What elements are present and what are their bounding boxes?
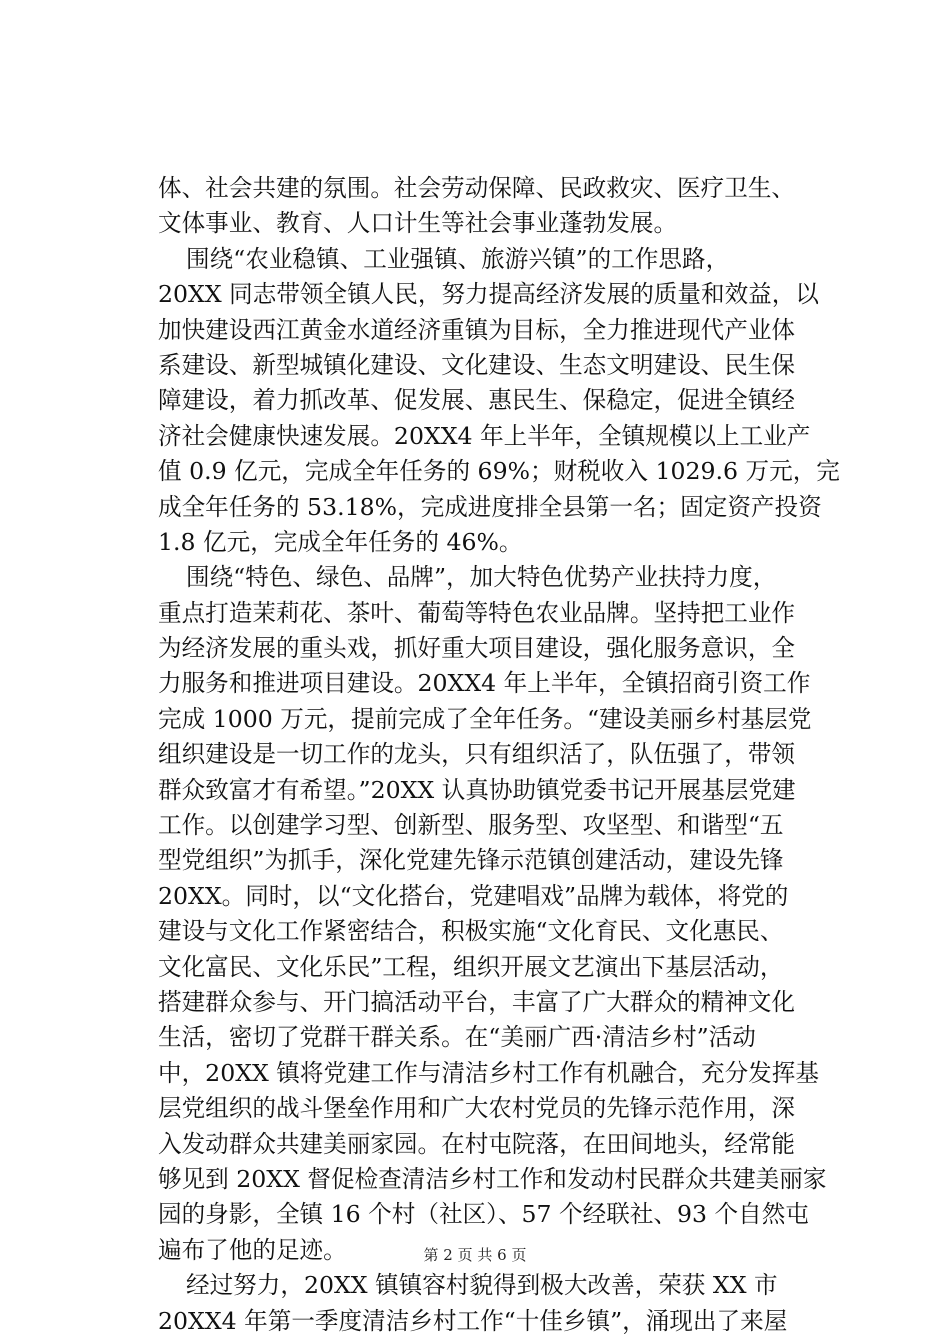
text-line: 群众致富才有希望。”20XX 认真协助镇党委书记开展基层党建 [158, 775, 796, 804]
text-line: 力服务和推进项目建设。20XX4 年上半年，全镇招商引资工作 [158, 669, 811, 698]
text-line: 体、社会共建的氛围。社会劳动保障、民政救灾、医疗卫生、 [158, 174, 796, 202]
text-line: 层党组织的战斗堡垒作用和广大农村党员的先锋示范作用，深 [158, 1094, 796, 1123]
text-line: 够见到 20XX 督促检查清洁乡村工作和发动村民群众共建美丽家 [158, 1164, 827, 1193]
text-line: 文体事业、教育、人口计生等社会事业蓬勃发展。 [158, 209, 678, 238]
text-line: 20XX 同志带领全镇人民，努力提高经济发展的质量和效益，以 [158, 280, 819, 309]
text-line: 文化富民、文化乐民”工程，组织开展文艺演出下基层活动， [158, 952, 784, 981]
text-line: 中，20XX 镇将党建工作与清洁乡村工作有机融合，充分发挥基 [158, 1058, 819, 1087]
text-line: 建设与文化工作紧密结合，积极实施“文化育民、文化惠民、 [158, 917, 784, 946]
text-line: 组织建设是一切工作的龙头，只有组织活了，队伍强了，带领 [158, 740, 796, 769]
text-line: 障建设，着力抓改革、促发展、惠民生、保稳定，促进全镇经 [158, 386, 796, 415]
text-line: 工作。以创建学习型、创新型、服务型、攻坚型、和谐型“五 [158, 811, 784, 840]
text-line: 搭建群众参与、开门搞活动平台，丰富了广大群众的精神文化 [158, 987, 796, 1016]
text-line: 围绕“农业稳镇、工业强镇、旅游兴镇”的工作思路， [186, 244, 730, 273]
text-line: 完成 1000 万元，提前完成了全年任务。“建设美丽乡村基层党 [158, 704, 812, 733]
text-line: 1.8 亿元，完成全年任务的 46%。 [158, 527, 523, 556]
text-line: 成全年任务的 53.18%，完成进度排全县第一名；固定资产投资 [158, 492, 822, 521]
text-line: 系建设、新型城镇化建设、文化建设、生态文明建设、民生保 [158, 350, 796, 379]
text-line: 入发动群众共建美丽家园。在村屯院落，在田间地头，经常能 [158, 1129, 796, 1158]
text-line: 值 0.9 亿元，完成全年任务的 69%；财税收入 1029.6 万元，完 [158, 457, 840, 486]
text-line: 20XX。同时，以“文化搭台，党建唱戏”品牌为载体，将党的 [158, 881, 789, 910]
text-line: 济社会健康快速发展。20XX4 年上半年，全镇规模以上工业产 [158, 421, 811, 450]
text-line: 加快建设西江黄金水道经济重镇为目标，全力推进现代产业体 [158, 315, 796, 344]
text-line: 围绕“特色、绿色、品牌”，加大特色优势产业扶持力度， [186, 563, 777, 592]
text-line: 经过努力，20XX 镇镇容村貌得到极大改善，荣获 XX 市 [186, 1271, 778, 1300]
text-line: 重点打造茉莉花、茶叶、葡萄等特色农业品牌。坚持把工业作 [158, 598, 796, 627]
text-line: 遍布了他的足迹。 [158, 1235, 347, 1264]
text-line: 为经济发展的重头戏，抓好重大项目建设，强化服务意识，全 [158, 634, 796, 663]
text-line: 生活，密切了党群干群关系。在“美丽广西·清洁乡村”活动 [158, 1023, 756, 1052]
document-body [158, 171, 838, 1339]
page-footer: 第 2 页 共 6 页 [423, 1246, 527, 1264]
text-line: 型党组织”为抓手，深化党建先锋示范镇创建活动，建设先锋 [158, 846, 784, 875]
text-line: 园的身影，全镇 16 个村（社区）、57 个经联社、93 个自然屯 [158, 1200, 809, 1229]
text-line: 20XX4 年第一季度清洁乡村工作“十佳乡镇”，涌现出了来屋 [158, 1306, 788, 1335]
